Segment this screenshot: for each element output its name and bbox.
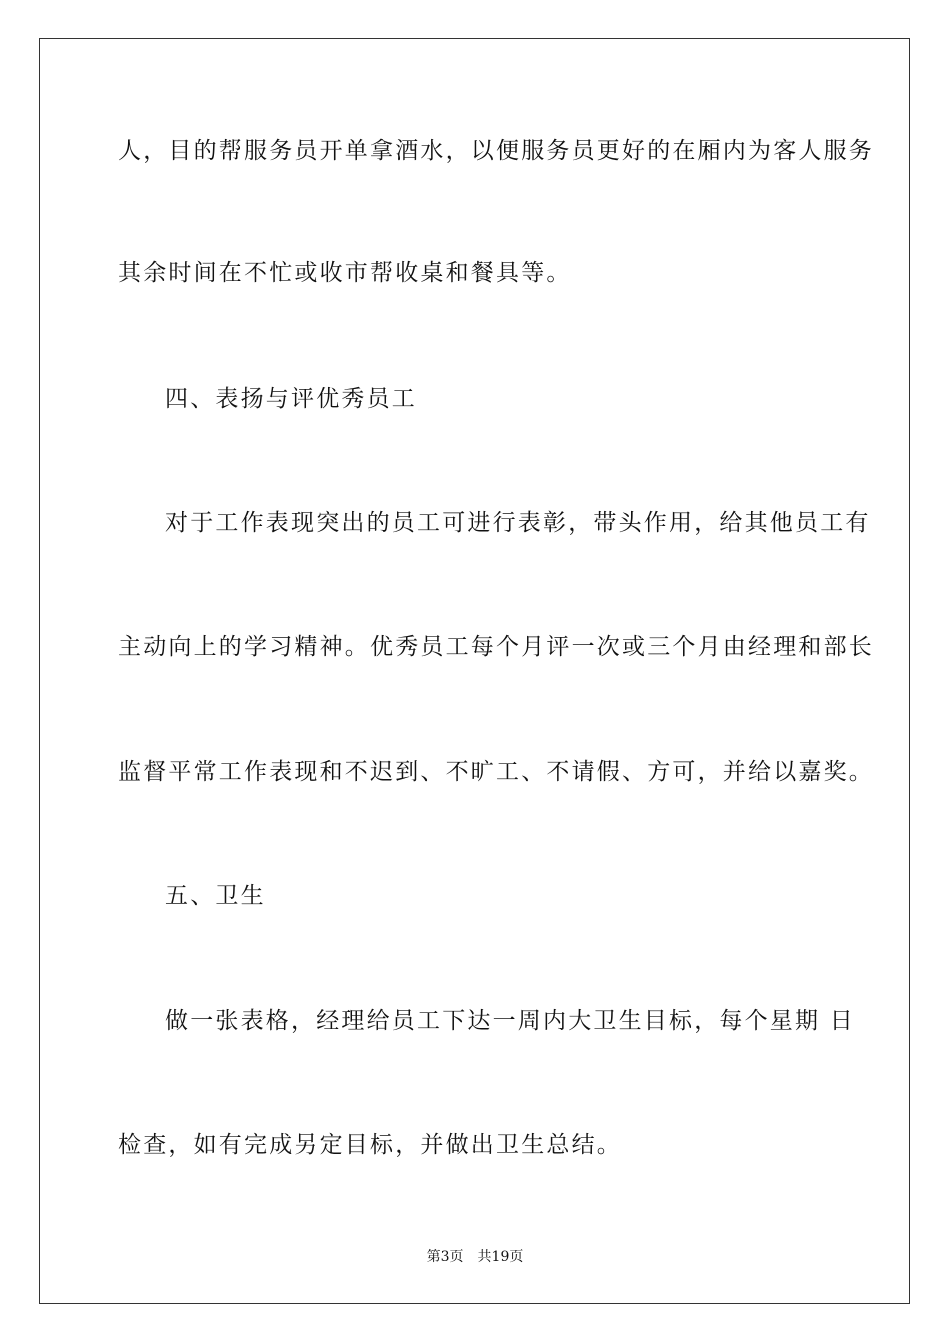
body-line-4: 主动向上的学习精神。优秀员工每个月评一次或三个月由经理和部长	[118, 634, 874, 660]
body-line-1: 人，目的帮服务员开单拿酒水，以便服务员更好的在厢内为客人服务	[118, 138, 874, 164]
body-line-3: 对于工作表现突出的员工可进行表彰，带头作用，给其他员工有	[165, 510, 871, 536]
section-heading-commendation: 四、表扬与评优秀员工	[165, 386, 417, 412]
body-line-2: 其余时间在不忙或收市帮收桌和餐具等。	[118, 260, 572, 286]
page-border	[39, 38, 910, 1304]
body-line-7: 检查，如有完成另定目标，并做出卫生总结。	[118, 1132, 622, 1158]
section-heading-hygiene: 五、卫生	[165, 883, 266, 909]
page-number-footer: 第3页 共19页	[426, 1249, 524, 1265]
body-line-6: 做一张表格，经理给员工下达一周内大卫生目标，每个星期 日	[165, 1008, 855, 1034]
body-line-5: 监督平常工作表现和不迟到、不旷工、不请假、方可，并给以嘉奖。	[118, 759, 874, 785]
